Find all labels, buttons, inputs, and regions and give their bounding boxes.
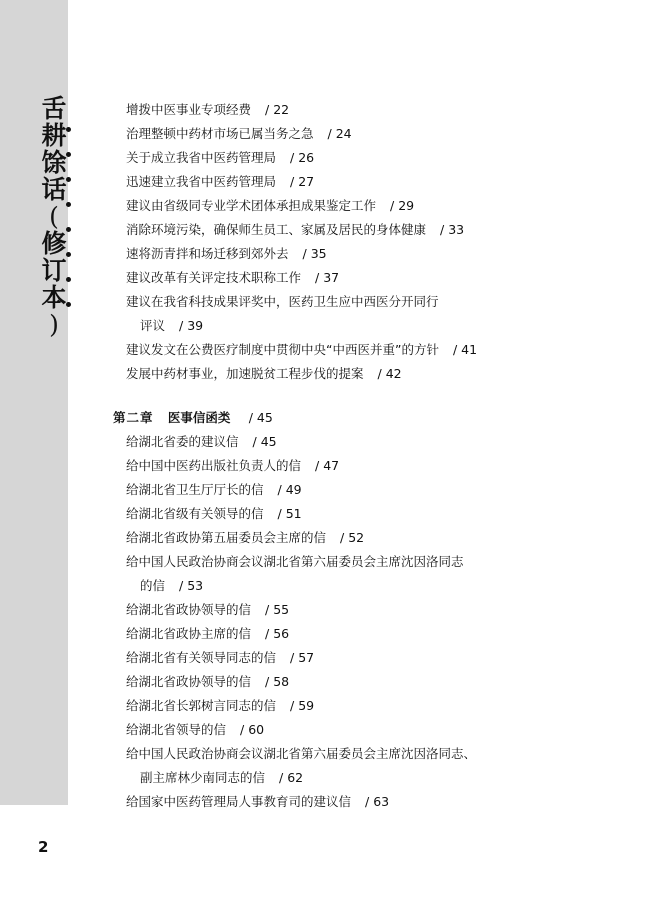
toc-entry: 给湖北省政协第五届委员会主席的信 / 52 [126, 530, 365, 545]
book-title-vertical [38, 95, 70, 338]
toc-entry: 给湖北省有关领导同志的信 / 57 [126, 650, 315, 665]
book-title-char: 话 [41, 175, 67, 204]
book-title-char: ) [49, 310, 59, 339]
toc-entry: 迅速建立我省中医药管理局 / 27 [126, 174, 315, 189]
toc-entry: 给湖北省卫生厅厅长的信 / 49 [126, 482, 302, 497]
toc-entry: 给湖北省级有关领导的信 / 51 [126, 506, 302, 521]
toc-entry: 建议由省级同专业学术团体承担成果鉴定工作 / 29 [126, 198, 415, 213]
toc-entry: 消除环境污染，确保师生员工、家属及居民的身体健康 / 33 [126, 222, 465, 237]
book-title-char: 耕 [41, 121, 67, 150]
toc-entry: 给湖北省政协领导的信 / 55 [126, 602, 290, 617]
toc-entry: 给中国人民政治协商会议湖北省第六届委员会主席沈因洛同志、 [126, 746, 477, 761]
book-title-char: 修 [41, 229, 67, 258]
chapter-heading: 第二章 医事信函类 / 45 [113, 410, 273, 425]
book-title-char: 舌 [41, 94, 67, 123]
toc-entry-continuation: 评议 / 39 [140, 318, 204, 333]
book-title-char: 订 [41, 256, 67, 285]
book-title-char: 本 [41, 283, 67, 312]
toc-entry: 建议改革有关评定技术职称工作 / 37 [126, 270, 340, 285]
margin-dot-icon [66, 152, 71, 157]
margin-dot-icon [66, 202, 71, 207]
book-title-char: ( [49, 202, 59, 231]
toc-entry: 治理整顿中药材市场已属当务之急 / 24 [126, 126, 352, 141]
toc-entry: 关于成立我省中医药管理局 / 26 [126, 150, 315, 165]
toc-entry: 给湖北省长郭树言同志的信 / 59 [126, 698, 315, 713]
toc-entry-continuation: 副主席林少南同志的信 / 62 [140, 770, 304, 785]
margin-dot-icon [66, 177, 71, 182]
toc-entry: 建议发文在公费医疗制度中贯彻中央“中西医并重”的方针 / 41 [126, 342, 478, 357]
toc-entry: 给湖北省政协主席的信 / 56 [126, 626, 290, 641]
toc-entry: 增拨中医事业专项经费 / 22 [126, 102, 290, 117]
toc-entry: 给中国人民政治协商会议湖北省第六届委员会主席沈因洛同志 [126, 554, 464, 569]
toc-entry: 给湖北省政协领导的信 / 58 [126, 674, 290, 689]
page-number: 2 [38, 838, 49, 856]
toc-entry: 给中国中医药出版社负责人的信 / 47 [126, 458, 340, 473]
book-title-char: 馀 [41, 148, 67, 177]
toc-entry: 发展中药材事业，加速脱贫工程步伐的提案 / 42 [126, 366, 402, 381]
margin-dot-icon [66, 302, 71, 307]
toc-entry: 给湖北省领导的信 / 60 [126, 722, 265, 737]
toc-entry: 给国家中医药管理局人事教育司的建议信 / 63 [126, 794, 390, 809]
toc-entry: 给湖北省委的建议信 / 45 [126, 434, 277, 449]
toc-entry-continuation: 的信 / 53 [140, 578, 204, 593]
margin-dot-icon [66, 277, 71, 282]
margin-dot-icon [66, 127, 71, 132]
toc-entry: 速将沥青拌和场迁移到郊外去 / 35 [126, 246, 327, 261]
margin-dot-icon [66, 252, 71, 257]
margin-dot-icon [66, 227, 71, 232]
toc-entry: 建议在我省科技成果评奖中，医药卫生应中西医分开同行 [126, 294, 439, 309]
